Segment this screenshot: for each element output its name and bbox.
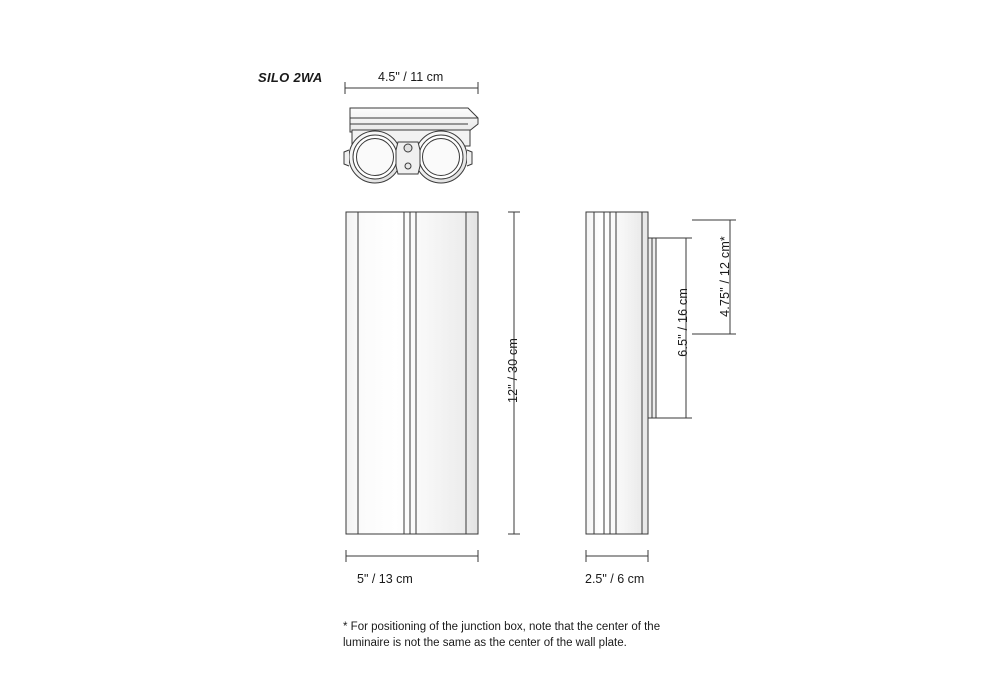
footnote-line-2: luminaire is not the same as the center of the wall plate. (343, 636, 627, 649)
top-view-group (344, 82, 478, 183)
footnote-line-1: * For positioning of the junction box, note that the center of the (343, 621, 661, 633)
model-label: SILO 2WA (258, 70, 323, 85)
dimension-front-view-height: 12" / 30 cm (506, 338, 520, 403)
footnote (343, 620, 743, 651)
dimension-front-view-width: 5" / 13 cm (357, 572, 413, 586)
dimension-side-plate-height: 4.75" / 12 cm* (718, 236, 732, 317)
side-view-group (586, 212, 736, 562)
dimension-side-view-width: 2.5" / 6 cm (585, 572, 645, 586)
front-view-group (346, 212, 520, 562)
dimension-side-view-height: 6.5" / 16 cm (676, 288, 690, 357)
dimension-top-view-width: 4.5" / 11 cm (378, 70, 444, 84)
